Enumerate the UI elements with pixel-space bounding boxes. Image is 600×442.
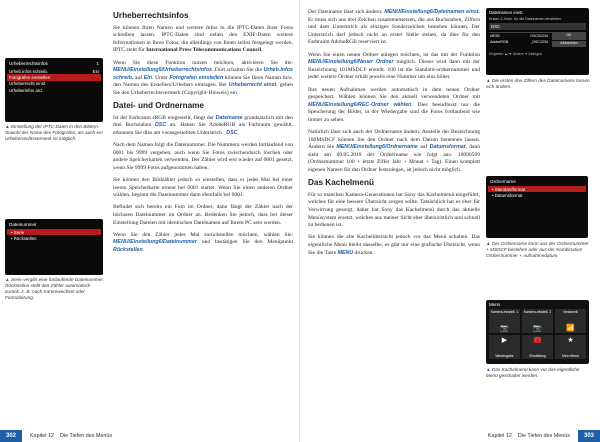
ok-button[interactable]: OK (552, 33, 586, 40)
toolbox-icon: 🧰 (533, 337, 542, 344)
screen-row-selected: Fotografen einstellen (7, 74, 101, 80)
screen-row: Urheb.infos schreib. Ein (9, 68, 99, 74)
paragraph: Nach dem Namen folgt die Dateinummer. Die Nummern werden fortlaufend von 0001 bis 9999 vergeben, auch wenn Sie Fotos zwischendurch löschen oder andere Speicherkarten verwenden. Der Zähler wird erst wieder auf 0001 gesetzt, wenn Sie 9999 Fotos aufgenommen haben. (113, 142, 293, 171)
network-icon: 📶 (566, 325, 575, 332)
camera-screen-filenumber (5, 219, 103, 275)
caption-2: ▲ Serie vergibt eine fortlaufende Dateinummer. Rückstellen stellt den Zähler automatisch zurück, z. B. nach Kartenwechsel oder Formatierung. (5, 277, 105, 301)
paragraph: Befindet sich bereits ein Foto im Ordner, dann fängt der Zähler nach der höchsten Dateinummer im Ordner an. Bedenken Sie jedoch, dass bei dieser Einstellung Dateien mit identischen Dateinamen auf Ihrem PC sein werden. (113, 204, 293, 226)
caption-marker-icon: ▲ (486, 241, 491, 246)
caption-4: ▲ Der Ordnername kann aus der Ordnernummer + MSDCF bestehen oder aus der Kombination Ordnernummer + Aufnahmedatum. (486, 241, 589, 259)
tile-network[interactable]: Netzwerk 📶 (555, 309, 586, 333)
right-column (308, 9, 480, 262)
filename-field[interactable]: DSC (489, 23, 586, 30)
screen-title: Ordnername (490, 179, 516, 184)
paragraph: Wenn Sie einen neuen Ordner anlegen möchten, ist das mit der Funktion MENU/Einstellung6/Neuer Ordner möglich. Dieser wird dann mit der Bezeichnung 101MSDCF erstellt. 100 ist die Standard-ordnernummer und jeder weitere Ordner erhält jeweils eine Nummer um eins höher. (308, 51, 481, 81)
page-number: 302 (0, 430, 22, 442)
page-number: 303 (578, 430, 600, 442)
camera-screen-filename (486, 8, 589, 75)
footer-chapter-title: Die Tiefen des Menüs (517, 433, 570, 439)
footer-chapter: Kapitel 12 (487, 433, 512, 439)
page-footer-left (0, 430, 300, 442)
screen-hint: Ersten 3 Zeich. für die Dateinamen einstellen. (489, 17, 562, 21)
screen-row-selected: • Standardformat (488, 186, 586, 192)
caption-marker-icon: ▲ (5, 277, 10, 282)
color-space-table: sRGB DSC01234 AdobeRGB _DSC1234 (490, 34, 548, 44)
footer-chapter: Kapitel 12 (30, 433, 54, 439)
page-footer-right (300, 430, 600, 442)
screen-title: Dateinamen einst. (489, 10, 524, 15)
screen-row: Urheberrecht einst. (9, 81, 47, 87)
camera-screen-copyright (5, 58, 103, 122)
section-title-tile-menu: Das Kachelmenü (308, 178, 374, 188)
camera-screen-tile-menu (486, 300, 589, 364)
screen-page: 1 (96, 61, 99, 66)
tile-setup[interactable]: 🧰 Einstellung (522, 335, 553, 359)
section-title-filenames: Datei- und Ordnername (113, 101, 204, 111)
caption-marker-icon: ▲ (5, 124, 10, 129)
paragraph: Sie können die alte Kachelübersicht jedoch vor das Menü schalten. Das eigentliche Menü bleibt dasselbe, es gibt nur eine grafische Übersicht, wenn Sie die Taste MENU drücken. (308, 234, 480, 256)
cancel-button[interactable]: Abbrechen (552, 41, 586, 48)
caption-5: ▲ Das Kachelmenü kann vor das eigentliche Menü geschaltet werden. (486, 367, 580, 379)
screen-title: Urheberrechtsinfos (9, 61, 48, 66)
paragraph: Für so manchen Kamera-Generationen hat Sony das Kachelmenü eingeführt, welches für eine bessere Übersicht sorgen sollte. Tatsächlich hat es eher für Verwirrung gesorgt, daher hat Sony das Kachelmenü durch das aktuelle Menüsystem ersetzt, welches aus meiner Sicht eher übersichtlich und schnell zu bedienen ist. (308, 191, 480, 229)
screen-row: • Rückstellen (11, 235, 37, 241)
caption-marker-icon: ▲ (486, 367, 491, 372)
caption-1: ▲ Einstellung der IPTC-Daten in den Bildern. Sowohl der Name des Fotografen, als auch ein Urheberrechtsvermerk ist möglich. (5, 124, 103, 142)
section-title-copyright: Urheberrechtsinfos (113, 11, 189, 20)
paragraph: Sie können Ihren Namen und weitere Infos in die IPTC-Daten Ihrer Fotos schreiben lassen. IPTC-Daten sind neben den EXIF-Daten weitere Informationen in Ihren Fotos, die allerdings von Ihnen selbst festgelegt werden. IPTC steht für International Press Telecommunications Council. (113, 24, 293, 54)
paragraph: Ihre neuen Aufnahmen werden automatisch in dem neuen Ordner gespeichert. Wählen können Sie den aktuell verwendeten Ordner mit MENU/Einstellung6/REC-Ordner wählen. Dies beeinflusst nur die Speicherung der Bilder, in der Wiedergabe sind die Fotos fortlaufend wie immer zu sehen. (308, 86, 480, 123)
screen-footer: Eingeben ▲/▼ Ändern ✦ Einfügen (489, 52, 542, 56)
paragraph: Ist der Farbraum sRGB eingestellt, fängt der Dateiname grundsätzlich mit den drei Buchstaben DSC an. Haben Sie AdobeRGB als Farbraum gewählt, erkennen Sie dies am vorangestellten Unterstrich _DSC. (113, 114, 294, 136)
footer-chapter-title: Die Tiefen des Menüs (59, 433, 113, 439)
tile-camera-1[interactable]: Kamera-einstell. 1 📷 (490, 310, 519, 332)
paragraph: Der Dateiname lässt sich ändern: MENU/Einstellung6/Dateinamen einst. Er muss sich aus drei Zeichen zusammensetzen, die aus Buchstaben, Ziffern und dem Unterstrich als einziges Sonderzeichen bestehen können. Der Unterstrich darf jedoch nicht an erster Stelle stehen, da dies für den Farbraum AdobeRGB reserviert ist. (308, 9, 481, 46)
tile-my-menu[interactable]: ★ Mein Menü (555, 335, 586, 359)
paragraph: Natürlich lässt sich auch der Ordnername ändern. Anstelle der Bezeichnung 100MSDCF können Sie den Ordner nach dem Datum benennen lassen. Ändern Sie MENU/Einstellung6/Ordnername auf Datumsformat, dann sieht am 09.05.2019 der Ordnername wie folgt aus: 10090509 (Ordnernummer 100 + letzte Ziffer Jahr + Monat + Tag). Einen komplett eigenen Namen für den Ordner festzulegen, ist jedoch nicht möglich. (308, 129, 480, 174)
screen-row: Urheberinfos anz. (9, 87, 44, 93)
tile-playback[interactable]: ▶ Wiedergabe (489, 335, 520, 359)
camera-icon: 📷 (500, 325, 509, 332)
camera-screen-foldername (486, 176, 588, 238)
screen-title: Dateinummer (9, 222, 37, 227)
paragraph: Wenn Sie den Zähler jedes Mal zurückstellen möchten, wählen Sie: MENU/Einstellung6/Dateinummer und bestätigen Sie den Menüpunkt Rückstellen. (113, 231, 293, 253)
screen-row: • Datumsformat (492, 192, 523, 198)
caption-marker-icon: ▲ (486, 78, 491, 83)
screen-title: Menü (489, 302, 500, 307)
page-right (300, 0, 600, 442)
camera-icon: 📷 (533, 325, 542, 332)
paragraph: Wenn Sie diese Funktion nutzen möchten, aktivieren Sie die: MENU/Einstellung5/Urheberrechtsinfos. Dort schalten Sie die Urheb.infos schreib. auf Ein. Unter Fotografen einstellen können Sie Ihren Namen bzw. den Namen des Erstellers/Urhebers eintragen. Bei Urheberrecht einst. geben Sie den Urheberrechtsvermerk (Copyright-Hinweis) ein. (113, 59, 293, 96)
paragraph: Sie können den Bildzähler jedoch so einstellen, dass er jedes Mal bei einer leeren Speicherkarte erneut bei 0001 startet. Wenn Sie einen anderen Ordner wählen, beginnt die Dateinummer dann ebenfalls bei 0001. (113, 177, 293, 199)
tile-camera-2[interactable]: Kamera-einstell. 2 📷 (523, 310, 552, 332)
screen-row-selected: • Serie (7, 229, 101, 235)
left-column (113, 9, 293, 259)
play-icon: ▶ (501, 337, 508, 344)
caption-3: ▲ Die ersten drei Ziffern des Dateinamens lassen sich ändern. (486, 78, 590, 90)
star-icon: ★ (567, 337, 574, 344)
